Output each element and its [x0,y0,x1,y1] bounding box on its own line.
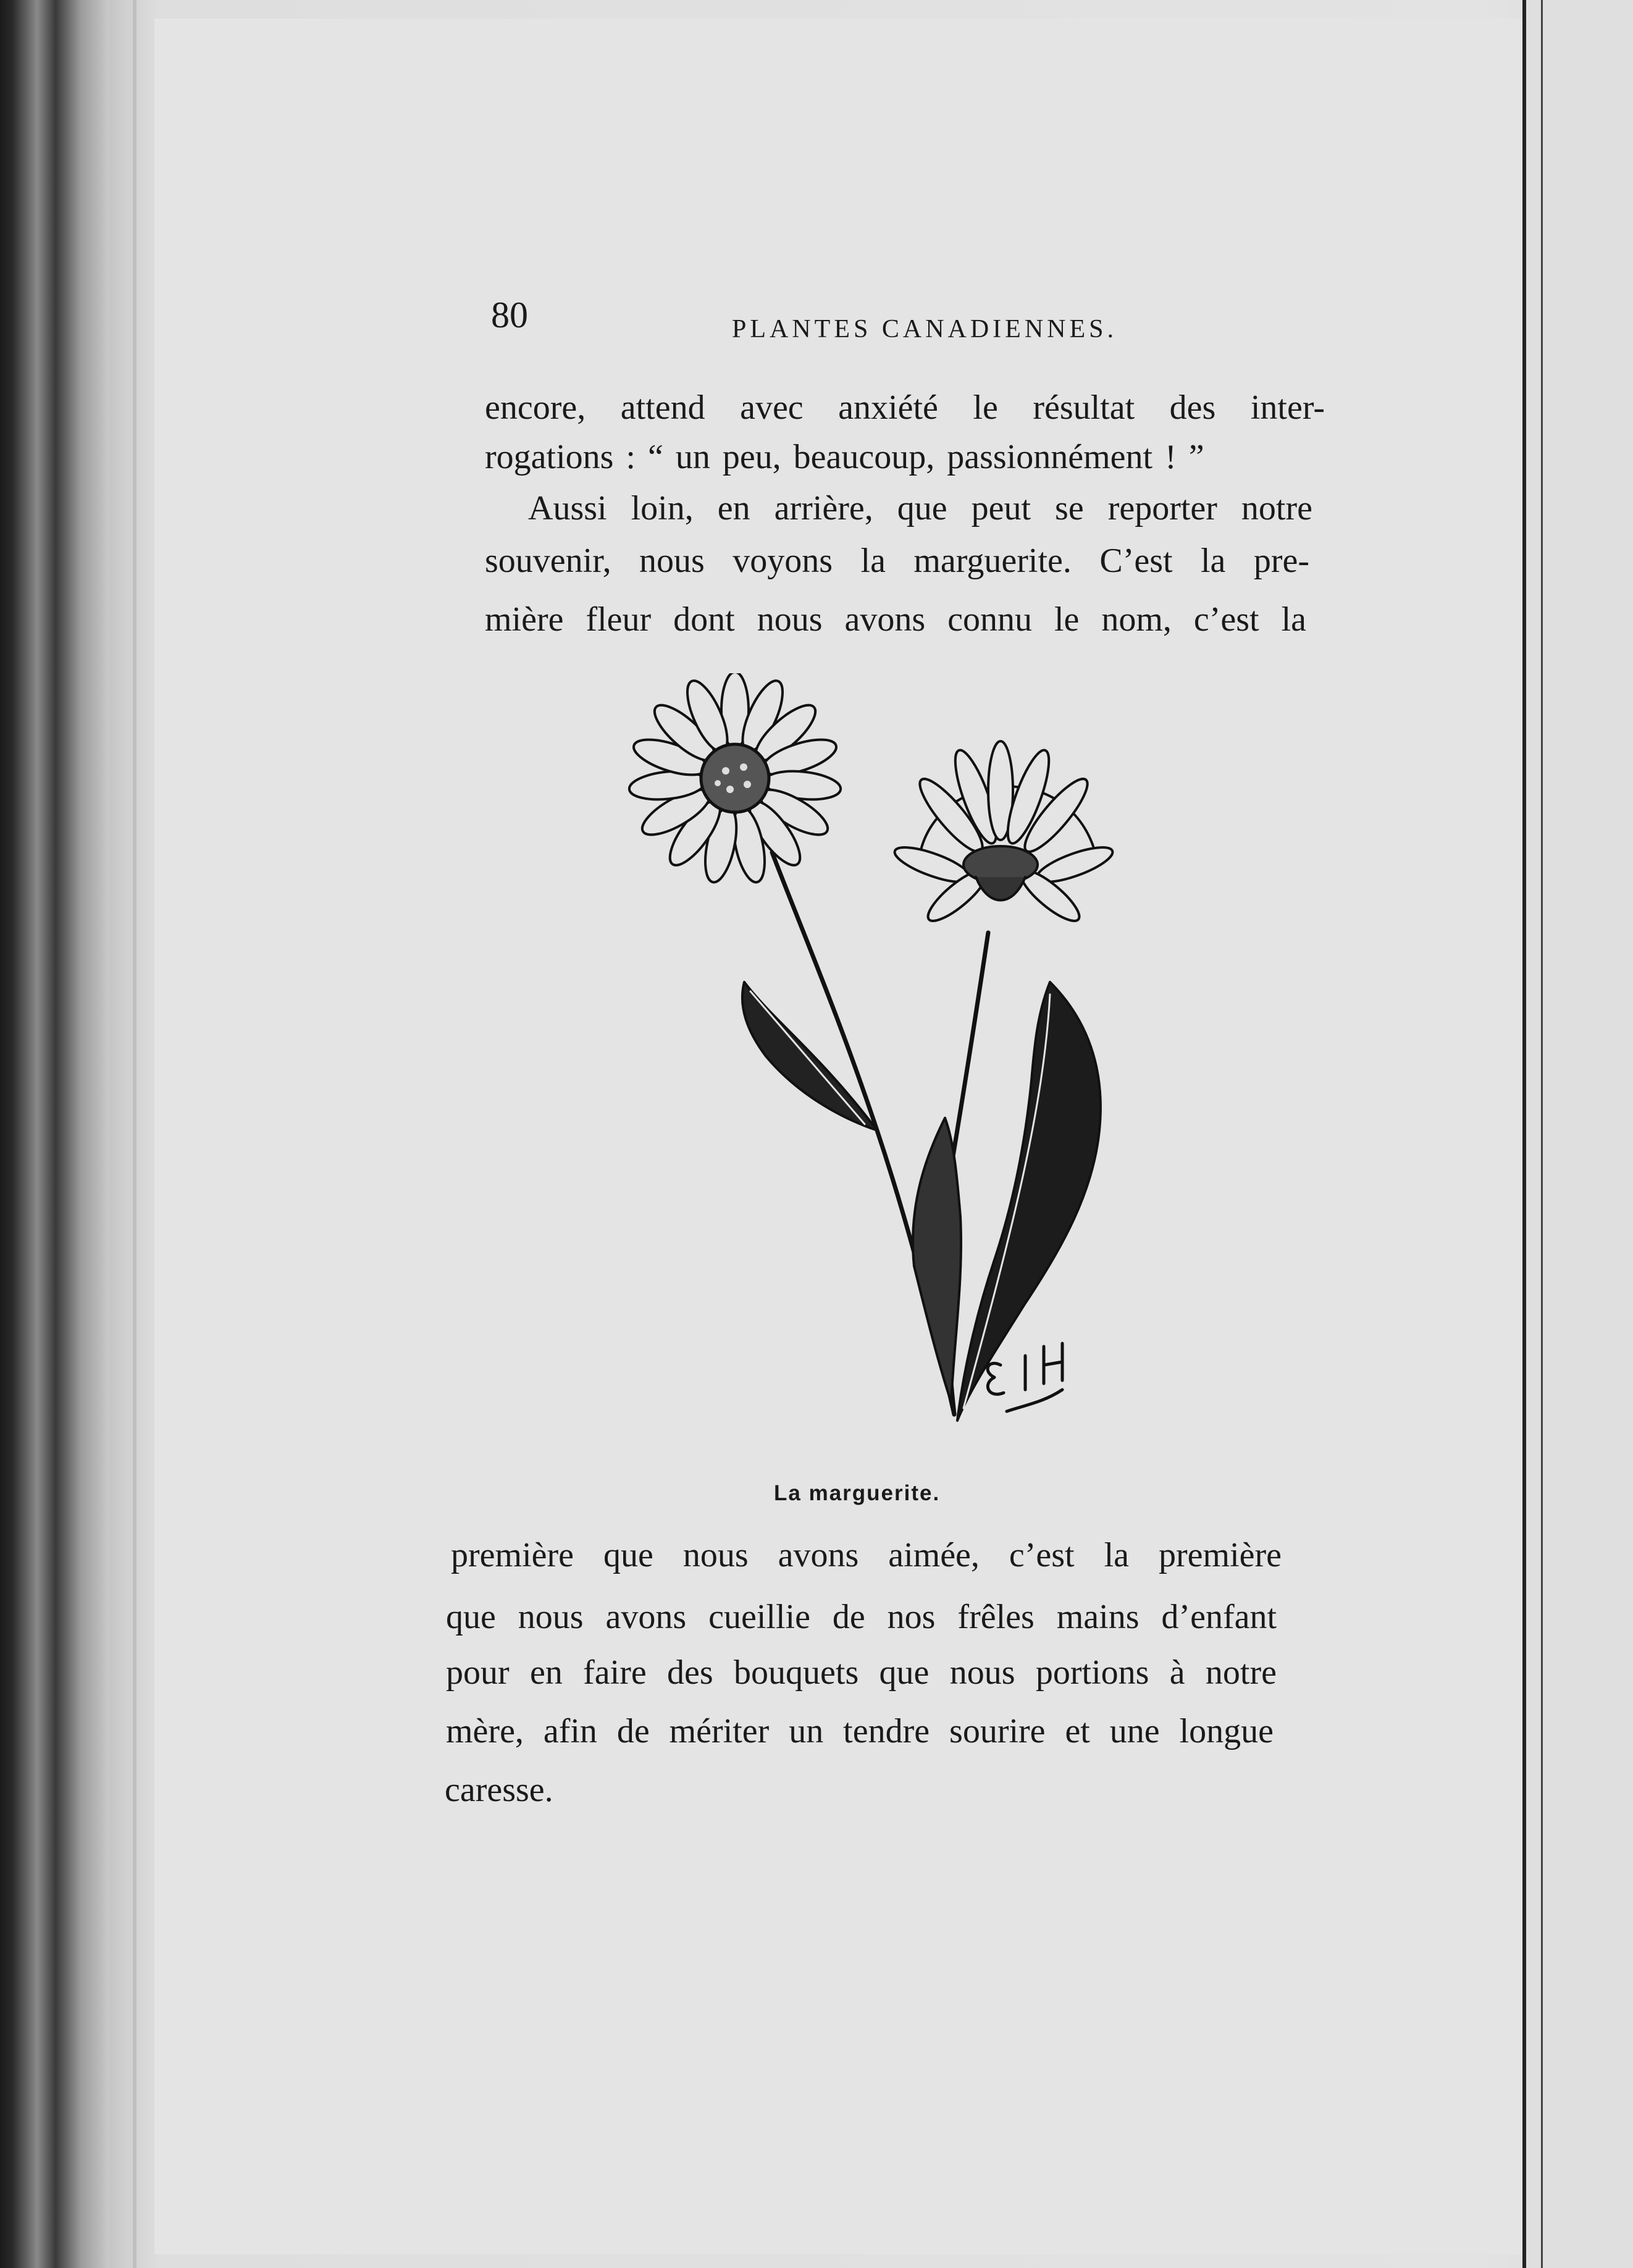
figure-caption: La marguerite. [774,1481,941,1505]
book-binding-shadow [0,0,111,2268]
binding-edge-line [133,0,136,2268]
text-line: pour en faire des bouquets que nous portions à notre [446,1653,1277,1692]
right-page-edge [1522,0,1526,2268]
running-head: PLANTES CANADIENNES. [732,315,1117,343]
text-line: encore, attend avec anxiété le résultat des inter- [485,388,1325,427]
daisy-illustration [618,673,1143,1476]
text-line: mère, afin de mériter un tendre sourire et une longue [446,1712,1274,1750]
text-line: première que nous avons aimée, c’est la première [451,1536,1282,1574]
text-line: caresse. [445,1771,553,1809]
artist-signature [988,1343,1062,1411]
text-line: Aussi loin, en arrière, que peut se reporter notre [528,489,1312,527]
text-line: souvenir, nous voyons la marguerite. C’est la pre- [485,542,1309,580]
text-line: rogations : “ un peu, beaucoup, passionnément ! ” [485,438,1204,476]
right-flower [891,741,1116,928]
left-flower [628,673,842,885]
right-page-edge-thin [1541,0,1543,2268]
text-line: mière fleur dont nous avons connu le nom, c’est la [485,600,1306,639]
text-line: que nous avons cueillie de nos frêles mains d’enfant [446,1598,1277,1636]
middle-leaf [913,1118,961,1402]
page-number: 80 [491,295,528,335]
left-stem [772,852,954,1414]
